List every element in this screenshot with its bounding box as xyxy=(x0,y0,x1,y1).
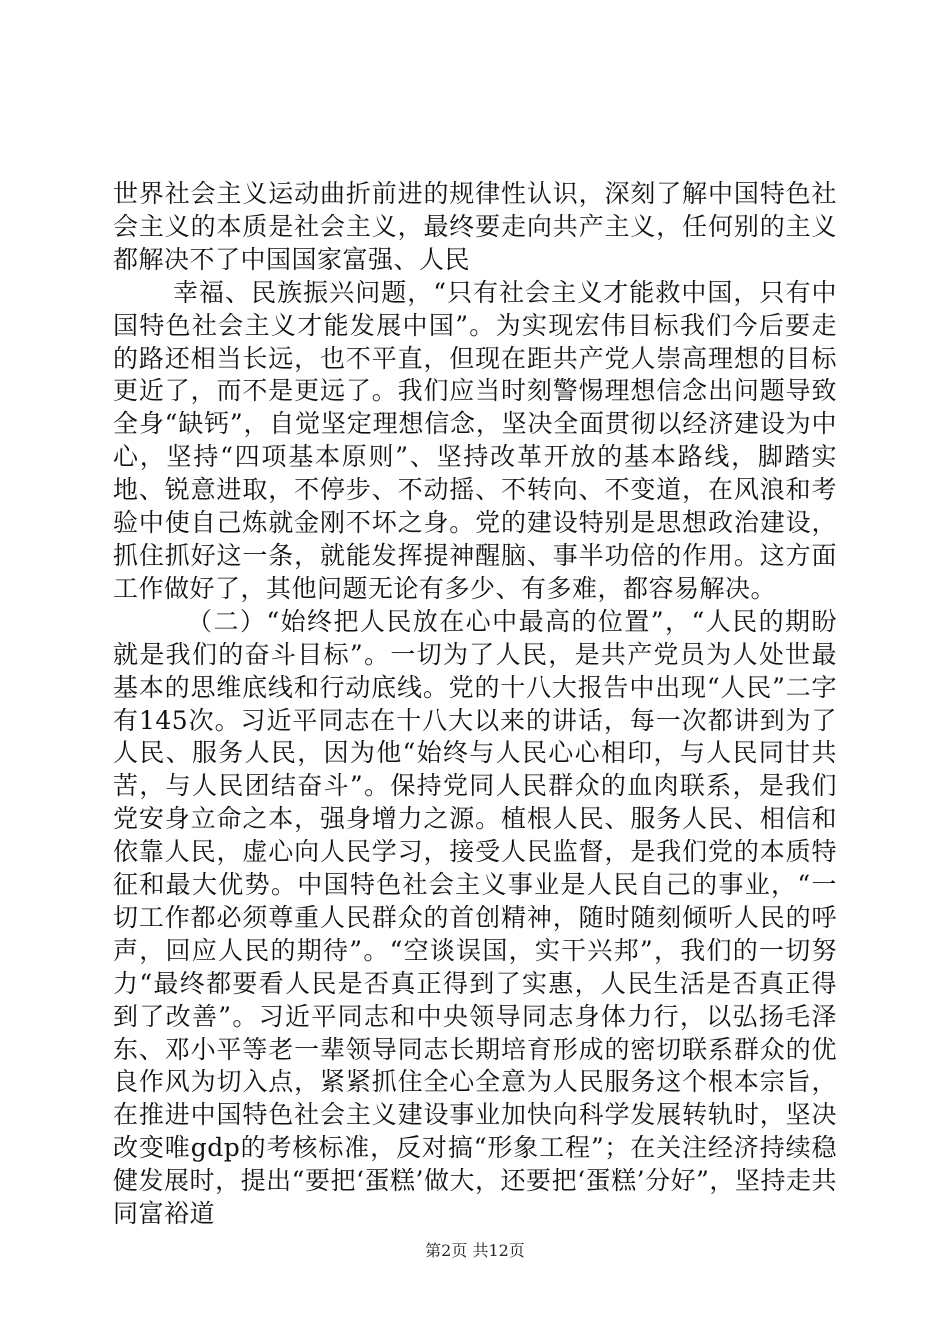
page-footer: 第2页 共12页 xyxy=(425,1241,525,1260)
paragraph-continuation: 世界社会主义运动曲折前进的规律性认识，深刻了解中国特色社会主义的本质是社会主义，最终要走向共产主义，任何别的主义都解决不了中国国家富强、人民 xyxy=(113,179,837,274)
paragraph-ideals: 幸福、民族振兴问题，“只有社会主义才能救中国，只有中国特色社会主义才能发展中国”。为实现宏伟目标我们今后要走的路还相当长远，也不平直，但现在距共产党人崇高理想的目标更近了，而不是更远了。我们应当时刻警惕理想信念出问题导致全身“缺钙”，自觉坚定理想信念，坚决全面贯彻以经济建设为中心，坚持“四项基本原则”、坚持改革开放的基本路线，脚踏实地、锐意进取，不停步、不动摇、不转向、不变道，在风浪和考验中使自己炼就金刚不坏之身。党的建设特别是思想政治建设，抓住抓好这一条，就能发挥提神醒脑、事半功倍的作用。这方面工作做好了，其他问题无论有多少、有多难，都容易解决。 xyxy=(113,277,837,603)
document-body xyxy=(113,178,837,1231)
paragraph-people-section: （二）“始终把人民放在心中最高的位置”，“人民的期盼就是我们的奋斗目标”。一切为了人民，是共产党员为人处世最基本的思维底线和行动底线。党的十八大报告中出现“人民”二字有145次。习近平同志在十八大以来的讲话，每一次都讲到为了人民、服务人民，因为他“始终与人民心心相印，与人民同甘共苦，与人民团结奋斗”。保持党同人民群众的血肉联系，是我们党安身立命之本，强身增力之源。植根人民、服务人民、相信和依靠人民，虚心向人民学习，接受人民监督，是我们党的本质特征和最大优势。中国特色社会主义事业是人民自己的事业，“一切工作都必须尊重人民群众的首创精神，随时随刻倾听人民的呼声，回应人民的期待”。“空谈误国，实干兴邦”，我们的一切努力“最终都要看人民是否真正得到了实惠，人民生活是否真正得到了改善”。习近平同志和中央领导同志身体力行，以弘扬毛泽东、邓小平等老一辈领导同志长期培育形成的密切联系群众的优良作风为切入点，紧紧抓住全心全意为人民服务这个根本宗旨，在推进中国特色社会主义建设事业加快向科学发展转轨时，坚决改变唯gdp的考核标准，反对搞“形象工程”；在关注经济持续稳健发展时，提出“要把‘蛋糕’做大，还要把‘蛋糕’分好”，坚持走共同富裕道 xyxy=(113,606,837,1229)
